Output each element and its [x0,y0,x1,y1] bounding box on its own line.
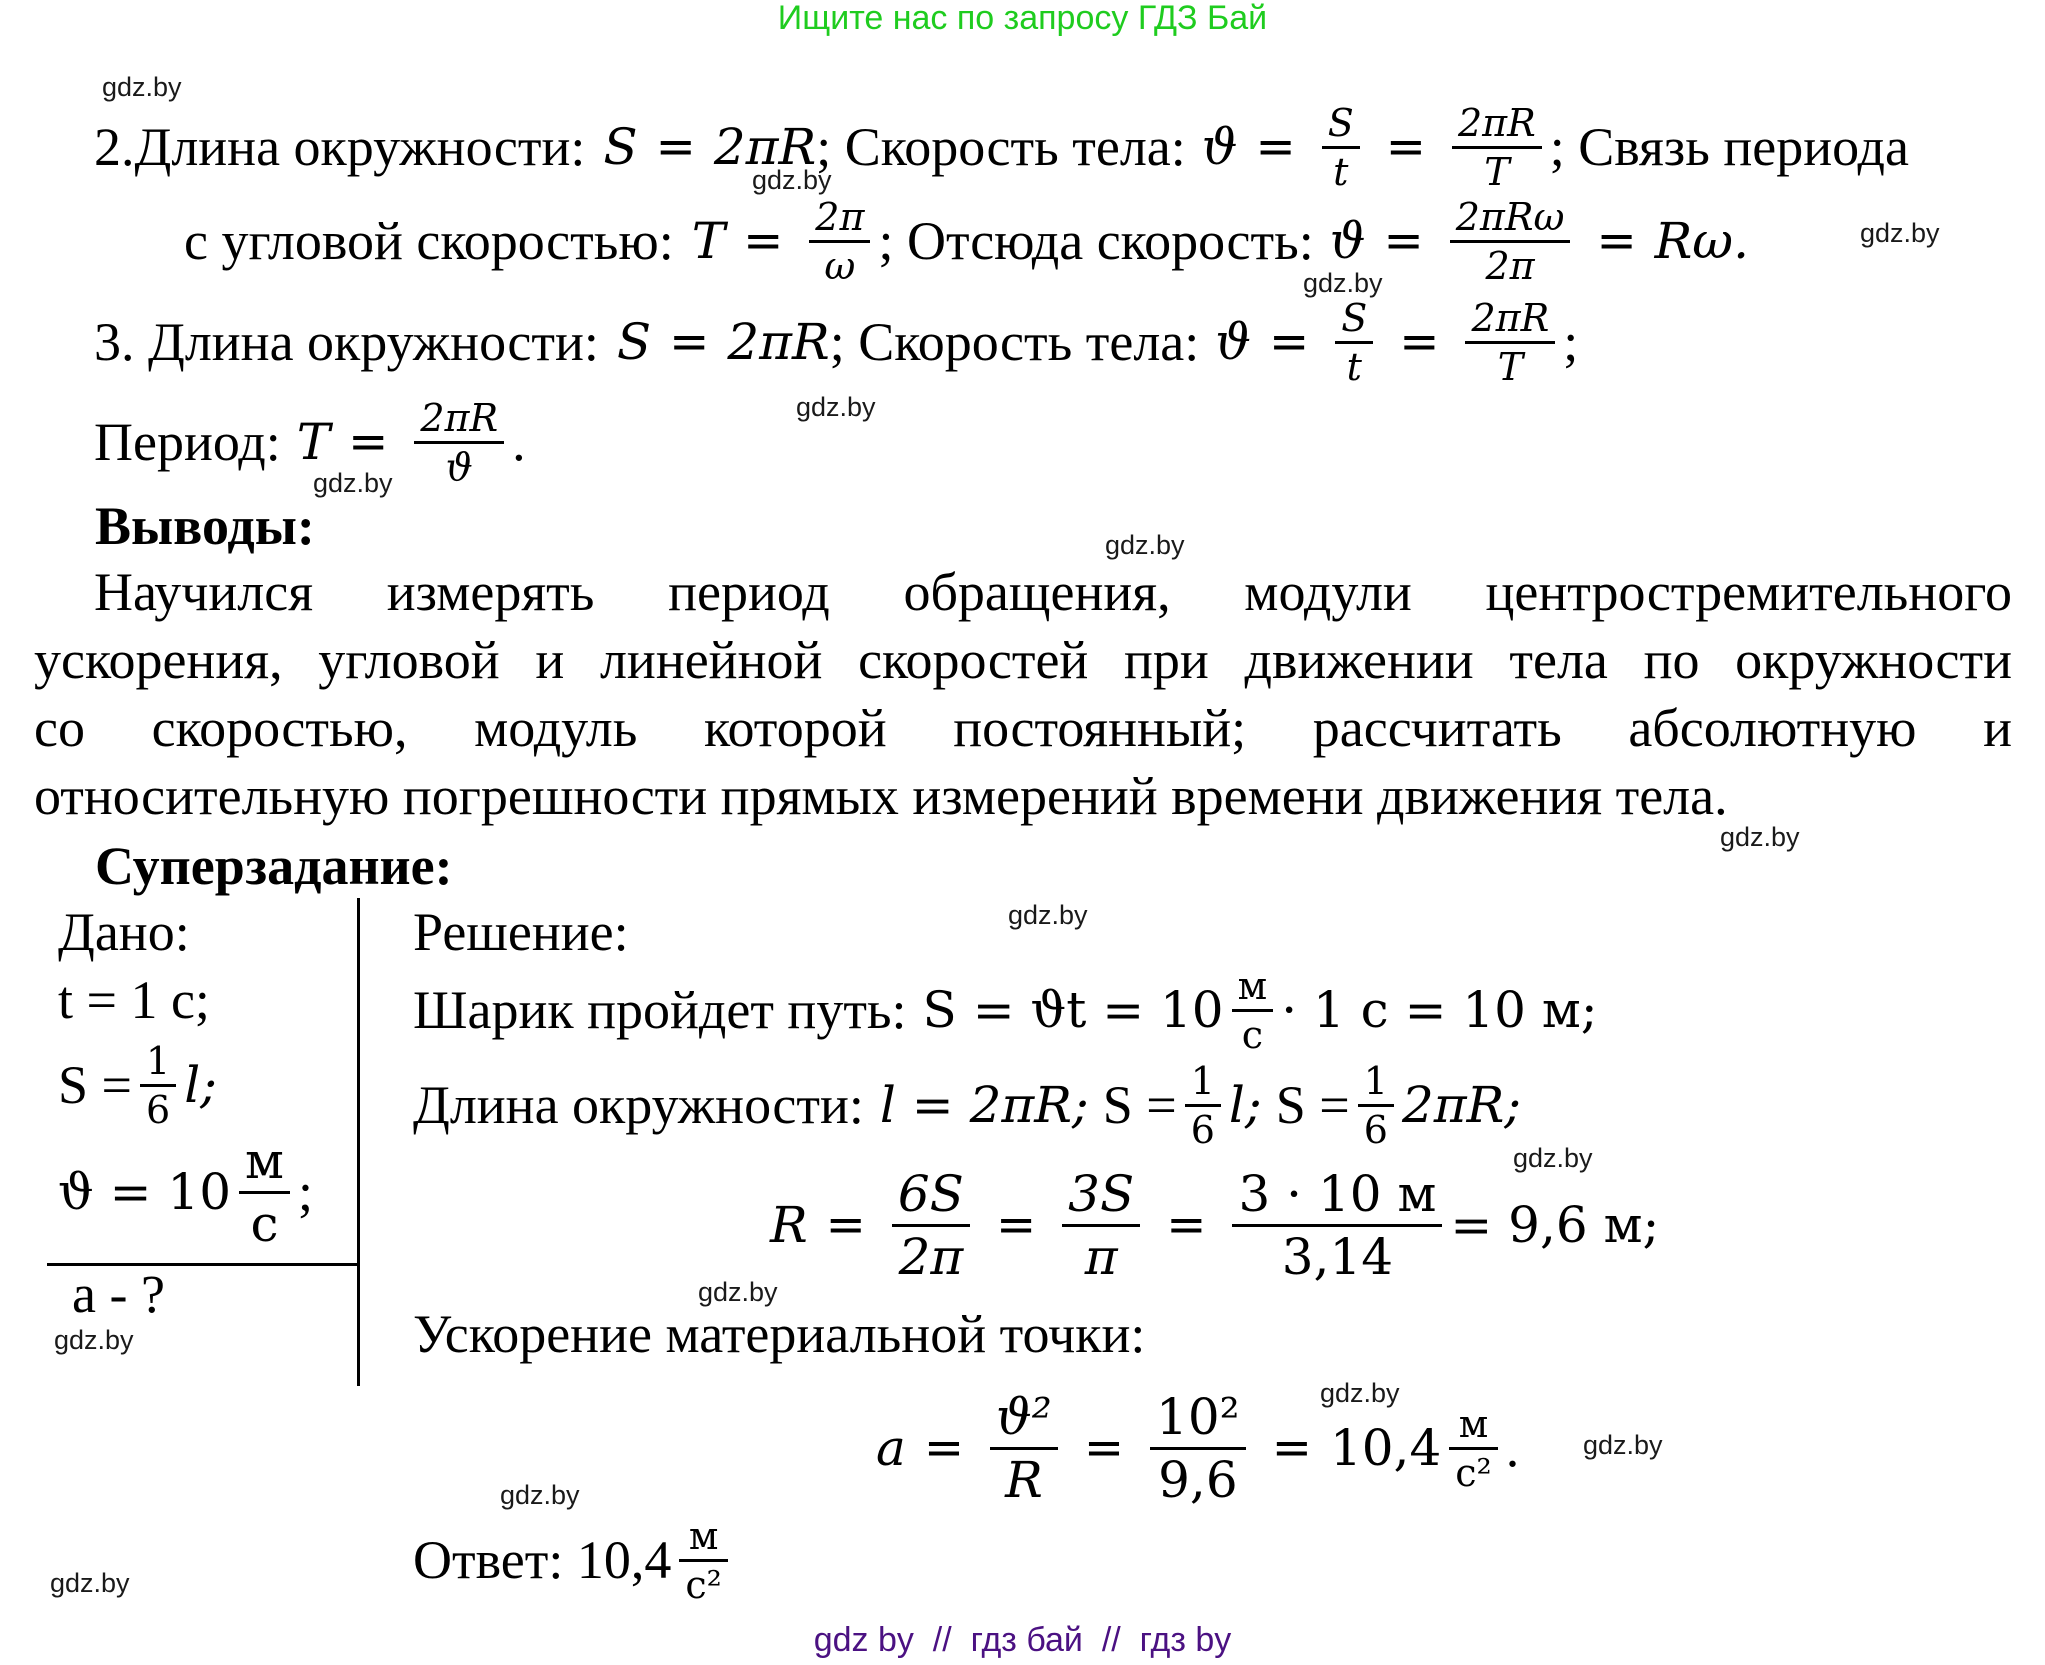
s-eq: S = [1102,1075,1177,1135]
numerator: 2πR [1471,295,1550,340]
numerator: 1 [1190,1058,1215,1103]
section3-label: 3. Длина окружности: [94,312,599,372]
math-eq: = [669,314,710,370]
numerator: 6S [897,1164,964,1223]
math-eq: = [923,1420,965,1476]
acceleration-formula [876,1373,1519,1523]
watermark: gdz.by [313,468,393,498]
radius-formula [770,1150,1659,1300]
fraction-2piRw-over-2pi [1450,194,1571,289]
math-theta: ϑ [1215,313,1251,371]
section2-label: 2.Длина окружности: [94,117,586,177]
circ-formula: l = 2πR; [879,1076,1089,1134]
fraction-m-per-s2 [679,1513,728,1608]
watermark: gdz.by [54,1325,134,1355]
fraction-m-per-s2 [1449,1401,1498,1496]
denominator: с [250,1194,279,1253]
numerator: м [1237,963,1268,1008]
fraction-2piR-over-theta [414,395,504,490]
denominator: ϑ [445,444,473,489]
denominator: π [1084,1227,1118,1286]
fraction-s-over-t [1335,295,1373,390]
numerator: м [245,1131,284,1190]
s-eq2-tail: 2πR; [1401,1076,1522,1134]
fraction-2piR-over-T [1452,100,1542,195]
math-a: a [876,1419,906,1477]
fraction-s-over-t [1322,100,1360,195]
math-eq: = [1255,119,1296,175]
fraction-100-over-9_6 [1150,1387,1246,1510]
angular-label: с угловой скоростью: [184,211,674,271]
numerator: 1 [146,1038,171,1083]
math-T: T [296,413,331,471]
period-label: Период: [94,412,281,472]
hence-label: ; Отсюда скорость: [878,211,1314,271]
numerator: 2πR [1457,100,1536,145]
math-2piR: 2πR [727,313,830,371]
numerator: S [1327,100,1354,145]
acceleration-label: Ускорение материальной точки: [413,1304,1146,1364]
denominator: 2π [1485,243,1535,288]
denominator: R [1005,1450,1043,1509]
speed-label: ; Скорость тела: [816,117,1186,177]
math-eq: = [655,119,696,175]
period-line [94,387,526,497]
denominator: 6 [146,1087,171,1132]
watermark: gdz.by [1105,530,1185,560]
watermark: gdz.by [698,1277,778,1307]
fraction-v2-over-R [990,1387,1058,1510]
paragraph-line: со скоростью, модуль которой постоянный; рассчитать абсолютную и [34,698,2012,758]
watermark: gdz.by [1008,900,1088,930]
math-S: S [603,118,638,176]
numerator: 3 · 10 м [1238,1164,1437,1223]
denominator: T [1484,149,1510,194]
given-s-left: S = [58,1055,132,1115]
numerator: 3S [1068,1164,1135,1223]
watermark: gdz.by [500,1480,580,1510]
fraction-one-sixth [1358,1058,1394,1153]
math-theta: ϑ [1329,212,1366,270]
path-label: Шарик пройдет путь: [413,980,907,1040]
s-eq2: S = [1275,1075,1350,1135]
watermark: gdz.by [50,1568,130,1598]
denominator: с [1241,1012,1264,1057]
answer-label: Ответ: 10,4 [413,1530,672,1590]
circ-label: Длина окружности: [413,1075,864,1135]
denominator: ω [824,243,856,288]
watermark: gdz.by [1583,1430,1663,1460]
denominator: t [1333,149,1349,194]
answer-line [413,1505,736,1615]
watermark: gdz.by [1720,822,1800,852]
path-formula-a: S = ϑt = 10 [922,981,1224,1039]
math-eq: = [1271,1420,1312,1476]
math-T: T [691,212,726,270]
given-title: Дано: [58,902,190,962]
watermark: gdz.by [1513,1143,1593,1173]
period-end: . [512,412,526,472]
fraction-6S-over-2pi [892,1164,970,1287]
denominator: T [1497,344,1524,389]
math-eq: = [743,213,784,269]
denominator: 6 [1190,1107,1215,1152]
fraction-m-per-s [239,1131,290,1254]
math-2piR: 2πR [713,118,817,176]
math-result: Rω. [1654,212,1749,270]
conclusions-title: Выводы: [95,496,315,556]
conclusions-paragraph [34,558,2012,830]
given-s-right: l; [184,1056,218,1114]
math-eq: = [995,1197,1037,1253]
solution-path-line [413,955,1598,1065]
numerator: 2πRω [1455,194,1565,239]
fraction-30m-over-314 [1232,1164,1442,1287]
radius-result: = 9,6 м; [1450,1196,1660,1254]
s-eq-l: l; [1228,1076,1262,1134]
denominator: 9,6 [1158,1450,1238,1509]
math-eq: = [1383,213,1424,269]
acceleration-value: 10,4 [1329,1419,1442,1477]
given-v-left: ϑ = 10 [58,1163,232,1221]
footer-links: gdz by // гдз бай // гдз by [813,1621,1232,1659]
math-eq: = [1399,314,1440,370]
section2-line2 [184,186,1749,296]
given-v-right: ; [297,1162,313,1222]
fraction-one-sixth [1185,1058,1221,1153]
denominator: с² [685,1562,722,1607]
numerator: 10² [1156,1387,1240,1446]
numerator: м [688,1513,719,1558]
numerator: ϑ² [996,1387,1052,1446]
fraction-2piR-over-T [1465,295,1555,390]
paragraph-line: Научился измерять период обращения, модули центростремительного [94,562,2012,622]
given-path [58,1030,217,1140]
section3-line1 [94,287,1578,397]
numerator: 2πR [420,395,499,440]
fraction-2pi-over-omega [809,194,870,289]
math-S: S [616,313,652,371]
math-eq: = [348,414,389,470]
math-eq: = [825,1197,866,1253]
denominator: 3,14 [1281,1227,1394,1286]
fraction-one-sixth [140,1038,176,1133]
speed-label: ; Скорость тела: [829,312,1200,372]
watermark: gdz.by [1320,1378,1400,1408]
watermark: gdz.by [796,392,876,422]
watermark: gdz.by [752,165,832,195]
paragraph-line: ускорения, угловой и линейной скоростей при движении тела по окружности [34,630,2012,690]
math-eq: = [1269,314,1310,370]
math-eq: = [1596,213,1637,269]
fraction-3S-over-pi [1062,1164,1140,1287]
math-eq: = [1166,1197,1207,1253]
watermark: gdz.by [1303,268,1383,298]
solution-title: Решение: [413,902,629,962]
path-formula-b: · 1 с = 10 м; [1281,981,1598,1039]
given-time: t = 1 с; [58,970,210,1030]
semicolon: ; [1563,312,1579,372]
supertask-title: Суперзадание: [95,836,453,896]
denominator: 6 [1363,1107,1388,1152]
fraction-m-per-s [1232,963,1274,1058]
watermark: gdz.by [1860,218,1940,248]
numerator: S [1341,295,1368,340]
denominator: t [1346,344,1362,389]
paragraph-line: относительную погрешности прямых измерений времени движения тела. [34,766,1728,826]
math-theta: ϑ [1201,118,1238,176]
math-R: R [770,1196,808,1254]
math-eq: = [1385,119,1426,175]
denominator: 2π [898,1227,964,1286]
math-eq: = [1083,1420,1125,1476]
link-text: ; Связь периода [1549,117,1910,177]
acceleration-end: . [1505,1418,1520,1478]
given-speed [58,1132,313,1252]
solution-circumference-line [413,1050,1521,1160]
denominator: с² [1455,1450,1492,1495]
given-divider-vertical [357,898,360,1386]
numerator: м [1458,1401,1489,1446]
numerator: 1 [1363,1058,1388,1103]
given-find: a - ? [72,1264,165,1324]
watermark: gdz.by [102,72,182,102]
header-search-hint: Ищите нас по запросу ГДЗ Бай [777,0,1268,37]
numerator: 2π [815,194,865,239]
